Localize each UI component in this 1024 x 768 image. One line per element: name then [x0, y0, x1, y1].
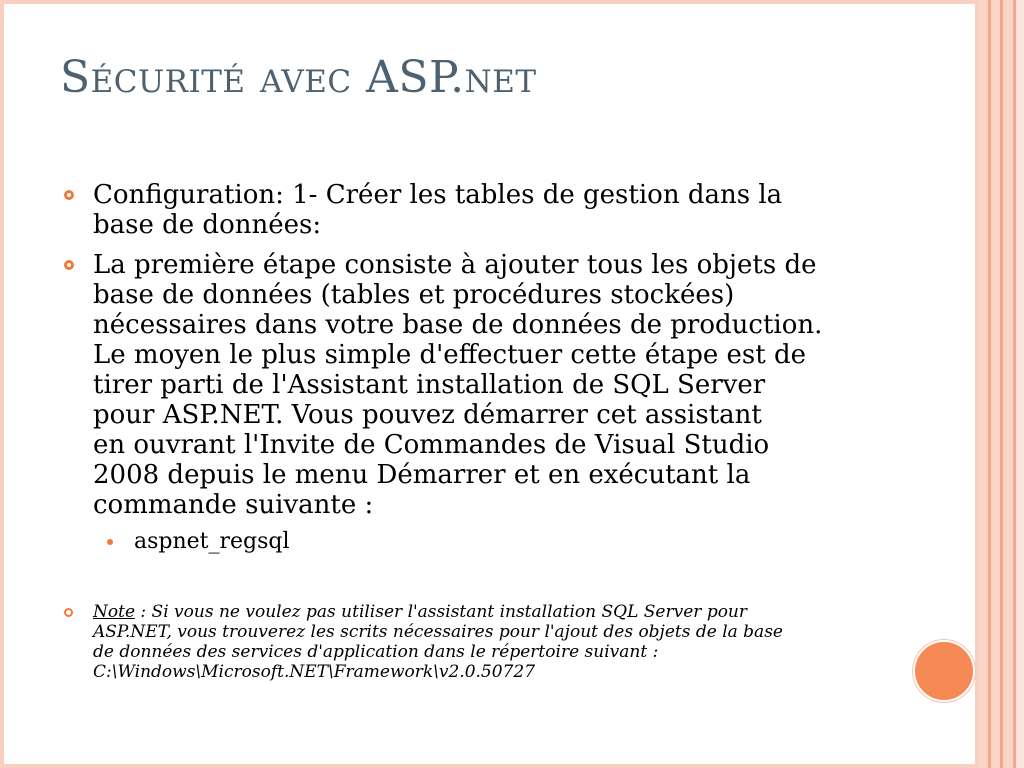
- bullet-line: en ouvrant l'Invite de Commandes de Visual Studio: [93, 430, 770, 460]
- bullet-ring-icon: [64, 190, 74, 200]
- bullet-line: Configuration: 1- Créer les tables de gestion dans la: [93, 180, 783, 210]
- note-block: [64, 602, 933, 682]
- decorative-stripe: [1003, 0, 1013, 768]
- bullet-line: La première étape consiste à ajouter tous les objets de: [93, 250, 817, 280]
- note-line: de données des services d'application dans le répertoire suivant :: [93, 642, 659, 662]
- note-line: [93, 602, 933, 622]
- bullet-line: base de données (tables et procédures stockées): [93, 280, 735, 310]
- note-path: C:\Windows\Microsoft.NET\Framework\v2.0.50727: [93, 662, 536, 682]
- sub-bullet-list: [93, 528, 894, 556]
- decorative-stripe: [991, 0, 1000, 768]
- slide-title: Sécurité avec ASP.net: [60, 52, 537, 103]
- bullet-dot-icon: [107, 539, 113, 545]
- bullet-list: [64, 180, 894, 566]
- decorative-stripe: [1016, 0, 1024, 768]
- bullet-ring-icon: [64, 608, 73, 617]
- decorative-stripe: [979, 0, 988, 768]
- note-text: : Si vous ne voulez pas utiliser l'assistant installation SQL Server pour: [135, 602, 748, 622]
- bullet-ring-icon: [64, 260, 74, 270]
- sub-bullet-text: aspnet_regsql: [134, 529, 290, 554]
- note-label: Note: [93, 602, 136, 622]
- bullet-line: base de données:: [93, 210, 322, 240]
- bullet-line: commande suivante :: [93, 490, 374, 520]
- bullet-line: Le moyen le plus simple d'effectuer cette étape est de: [93, 340, 806, 370]
- note-line: ASP.NET, vous trouverez les scrits nécessaires pour l'ajout des objets de la base: [93, 622, 783, 642]
- sub-bullet-item: [93, 528, 894, 556]
- bullet-line: 2008 depuis le menu Démarrer et en exécutant la: [93, 460, 751, 490]
- bullet-line: tirer parti de l'Assistant installation de SQL Server: [93, 370, 766, 400]
- bullet-line: pour ASP.NET. Vous pouvez démarrer cet assistant: [93, 400, 762, 430]
- bullet-line: nécessaires dans votre base de données de production.: [93, 310, 823, 340]
- bullet-item: [64, 250, 894, 556]
- bullet-item: [64, 180, 894, 240]
